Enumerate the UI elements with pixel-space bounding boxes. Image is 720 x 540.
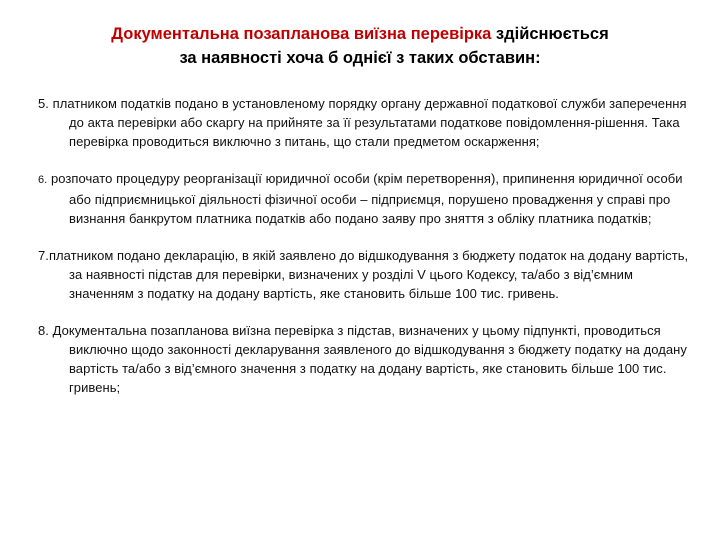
item-number: 8. [38,323,49,338]
item-text: платником податків подано в установленому порядку органу державної податкової служби заперечення до акта перевірки або скаргу на прийняте за її результатами податкове повідомлення-рішення. Така перевірка проводиться виключно з питань, що стали предметом оскарження; [52,96,687,149]
item-number: 6. [38,174,48,186]
item-text: платником подано декларацію, в якій заявлено до відшкодування з бюджету податок на додану вартість, за наявності підстав для перевірки, визначених у розділі V цього Кодексу, та/або з від’ємним значенням з податку на додану вартість, яке становить більше 100 тис. гривень. [48,248,689,301]
list-item [38,169,690,228]
title-line-2: за наявності хоча б однієї з таких обставин: [179,49,541,67]
slide-title [20,22,700,70]
list-item [38,246,690,303]
item-text: розпочато процедуру реорганізації юридичної особи (крім перетворення), припинення юридичної особи або підприємницької діяльності фізичної особи – підприємця, порушено провадження у справі про визнання банкрутом платника податків або подано заяву про зняття з обліку платника податків; [47,171,683,226]
item-text: Документальна позапланова виїзна перевірка з підстав, визначених у цьому підпункті, проводиться виключно щодо законності декларування заявленого до відшкодування з бюджету податку на додану вартість та/або з від’ємного значення з податку на додану вартість, яке становить більше 100 тис. гривень; [48,323,687,395]
title-highlight: Документальна позапланова виїзна перевірка [111,25,492,43]
item-number: 5. [38,96,53,111]
list-item [38,321,690,397]
item-number: 7. [38,248,49,263]
title-continuation: здійснюється [491,25,609,43]
conditions-list [38,94,690,415]
list-item [38,94,690,151]
